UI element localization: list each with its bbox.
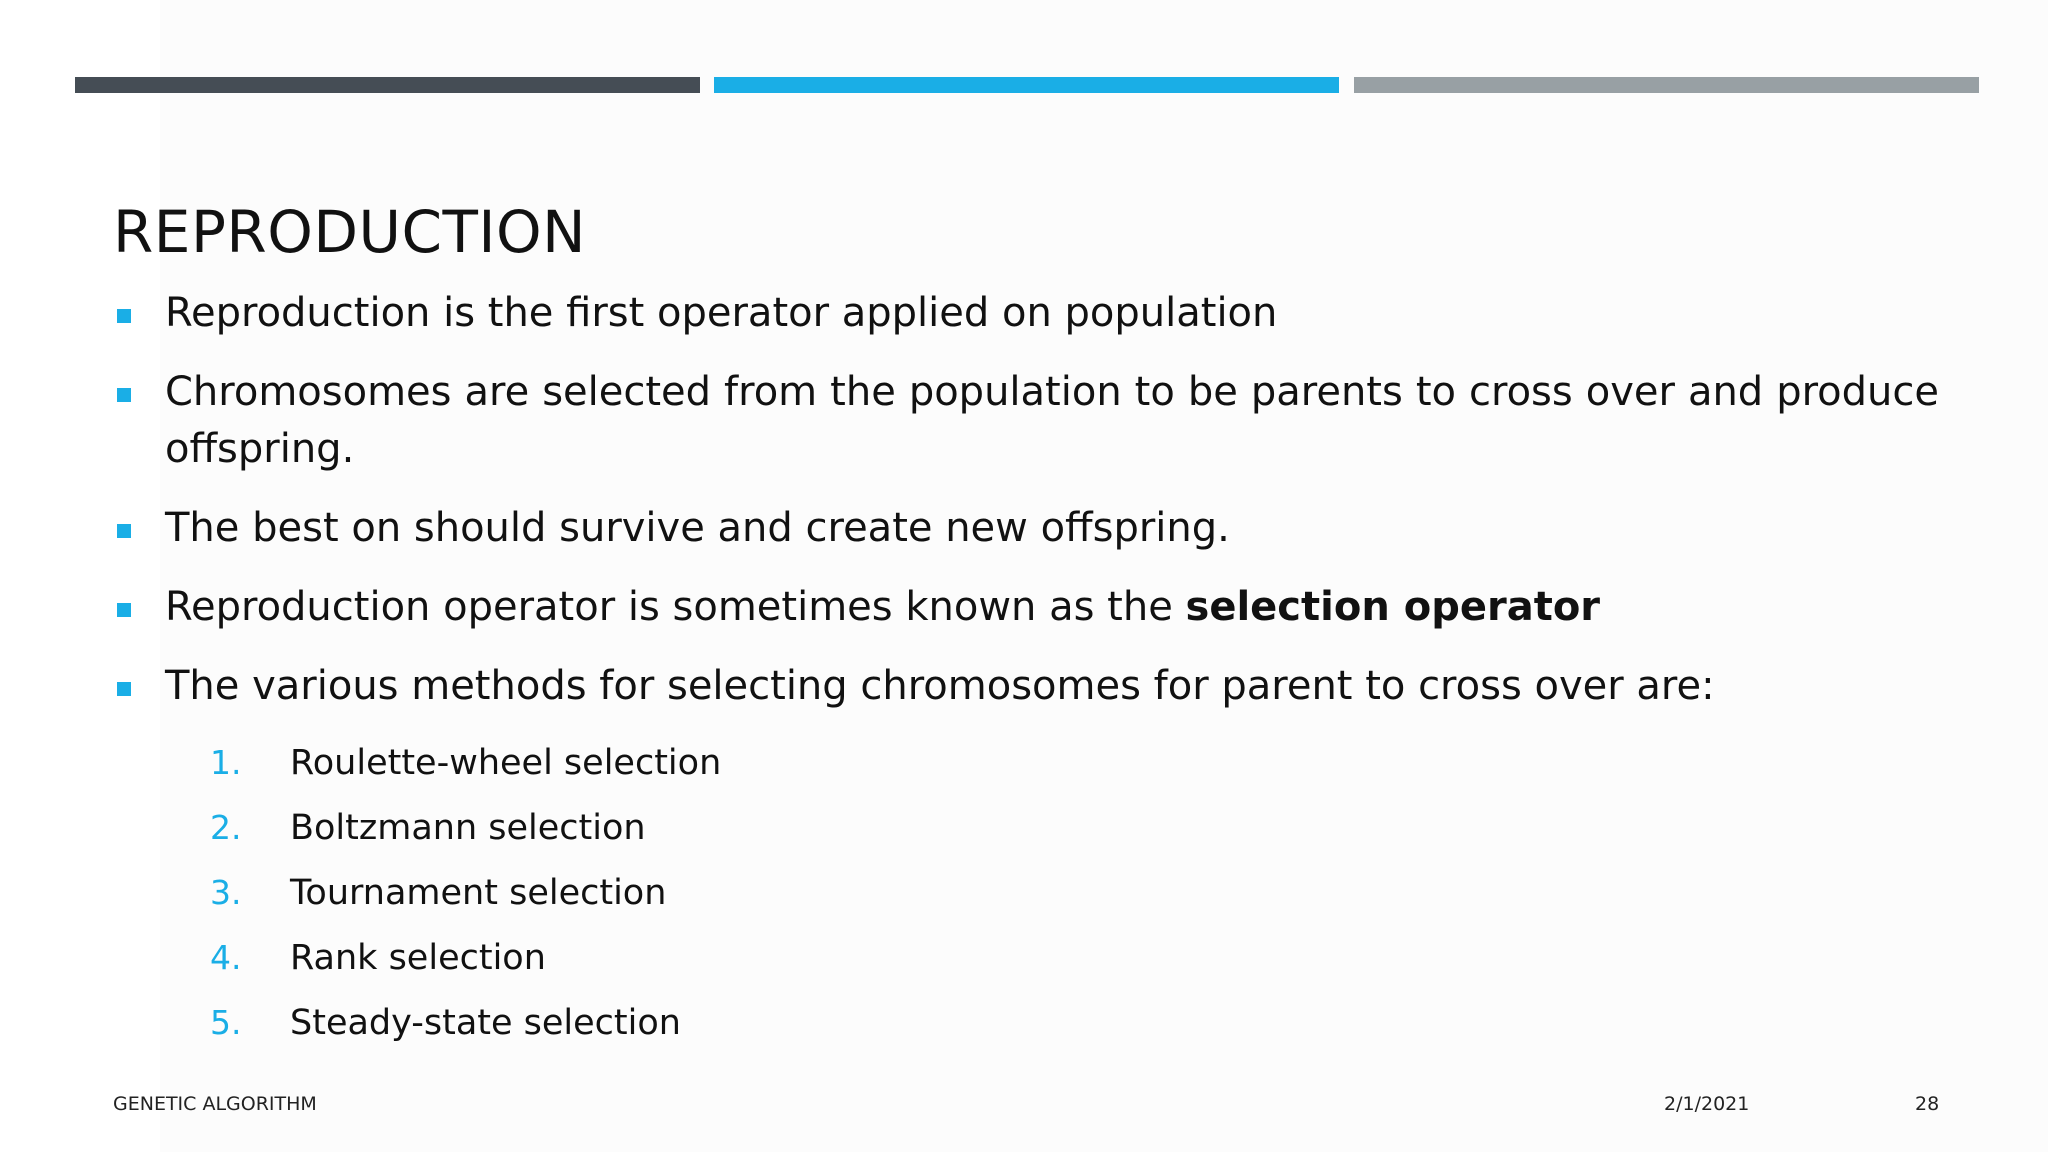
list-number: 4.: [210, 938, 242, 977]
list-item-label: Rank selection: [290, 938, 546, 978]
list-item-label: Tournament selection: [290, 873, 667, 913]
bullet-list: [113, 285, 1939, 737]
bullet-text: Reproduction is the first operator applied on population: [165, 290, 1278, 336]
list-number: 2.: [210, 808, 242, 847]
list-number: 3.: [210, 873, 242, 912]
bullet-item: [113, 579, 1939, 636]
header-bar-accent: [714, 77, 1339, 93]
bullet-item: [113, 285, 1939, 342]
list-number: 5.: [210, 1003, 242, 1042]
slide-title: REPRODUCTION: [113, 197, 587, 266]
bullet-item: [113, 364, 1939, 478]
bullet-text: The best on should survive and create new offspring.: [165, 505, 1230, 551]
bullet-text: Reproduction operator is sometimes known as the: [165, 584, 1186, 630]
bullet-text: Chromosomes are selected from the population to be parents to cross over and produce offspring.: [165, 369, 1939, 472]
bullet-item: [113, 658, 1939, 715]
bullet-text: The various methods for selecting chromosomes for parent to cross over are:: [165, 663, 1715, 709]
square-bullet-icon: [117, 603, 131, 617]
bullet-bold-term: selection operator: [1185, 584, 1601, 630]
square-bullet-icon: [117, 309, 131, 323]
list-item-label: Steady-state selection: [290, 1003, 681, 1043]
header-bar-gray: [1354, 77, 1979, 93]
header-bar-dark: [75, 77, 700, 93]
list-item-label: Roulette-wheel selection: [290, 743, 722, 783]
square-bullet-icon: [117, 524, 131, 538]
footer-title: GENETIC ALGORITHM: [113, 1093, 317, 1115]
footer-date: 2/1/2021: [1664, 1093, 1750, 1115]
square-bullet-icon: [117, 388, 131, 402]
list-number: 1.: [210, 743, 242, 782]
slide-number: 28: [1915, 1093, 1940, 1115]
square-bullet-icon: [117, 682, 131, 696]
bullet-item: [113, 500, 1939, 557]
list-item-label: Boltzmann selection: [290, 808, 646, 848]
